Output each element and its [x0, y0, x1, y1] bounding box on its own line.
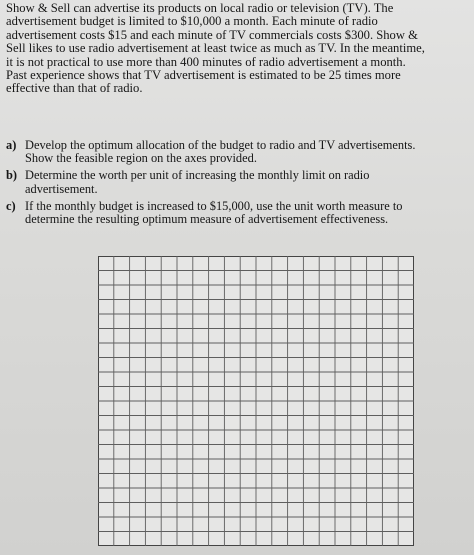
problem-line: Past experience shows that TV advertisement is estimated to be 25 times more [6, 68, 401, 83]
problem-line: it is not practical to use more than 400 minutes of radio advertisement a month. [6, 54, 406, 69]
grid-canvas [98, 256, 414, 546]
graph-paper-grid[interactable] [98, 256, 414, 546]
grid-lines [98, 256, 414, 546]
question-a [6, 139, 474, 165]
problem-line: Show & Sell can advertise its products on local radio or television (TV). The [6, 1, 394, 15]
question-text-line: Determine the worth per unit of increasing the monthly limit on radio [25, 168, 370, 183]
problem-statement [6, 2, 474, 96]
problem-line: effective than that of radio. [6, 81, 143, 96]
problem-line: Sell likes to use radio advertisement at least twice as much as TV. In the meantime, [6, 41, 425, 56]
question-label: c) [6, 198, 16, 213]
problem-line: advertisement costs $15 and each minute of TV commercials costs $300. Show & [6, 27, 418, 42]
question-label: a) [6, 138, 17, 152]
question-list [6, 139, 474, 230]
question-text-line: determine the resulting optimum measure of advertisement effectiveness. [25, 212, 389, 227]
question-text-line: advertisement. [25, 181, 98, 196]
question-text-line: Develop the optimum allocation of the budget to radio and TV advertisements. [25, 138, 416, 152]
question-text-line: If the monthly budget is increased to $15,000, use the unit worth measure to [25, 198, 403, 213]
question-b [6, 169, 474, 195]
question-c [6, 200, 474, 226]
question-label: b) [6, 168, 18, 183]
problem-line: advertisement budget is limited to $10,000 a month. Each minute of radio [6, 14, 378, 29]
question-text-line: Show the feasible region on the axes provided. [25, 151, 257, 166]
